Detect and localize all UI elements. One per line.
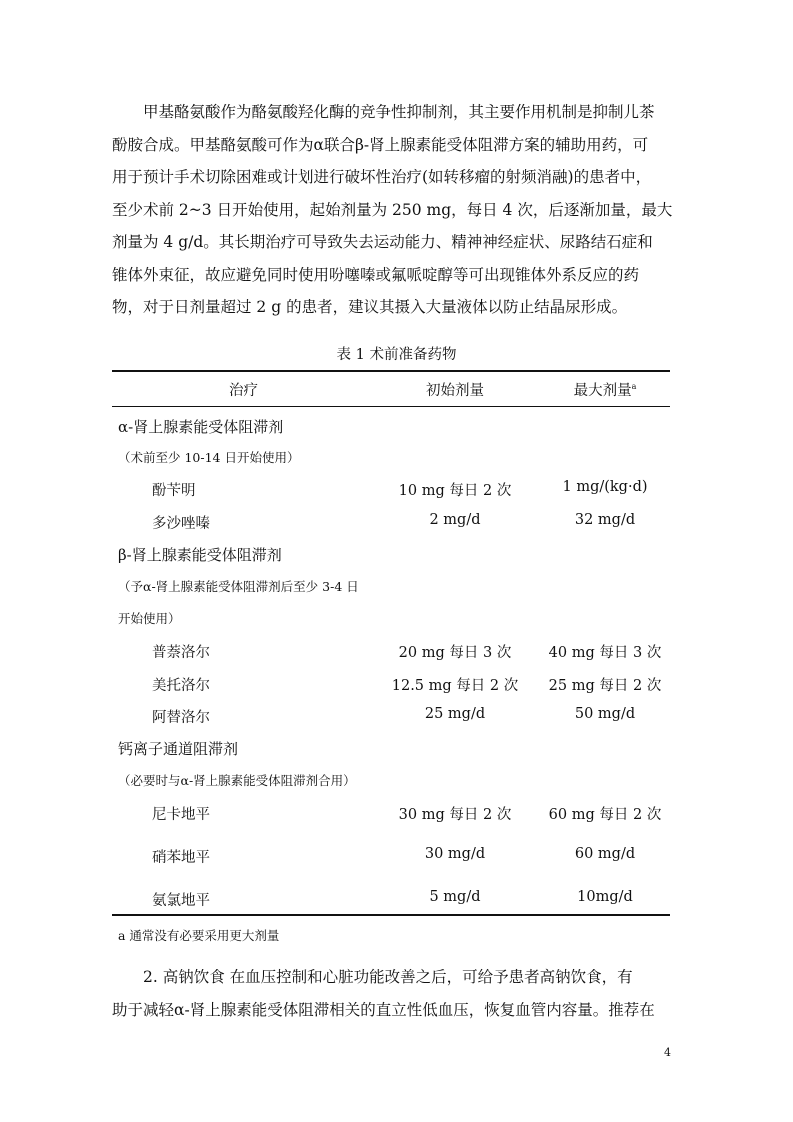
paragraph-line: 物，对于日剂量超过 2 g 的患者，建议其摄入大量液体以防止结晶尿形成。 xyxy=(112,298,628,316)
table-row-initial-dose: 10 mg 每日 2 次 xyxy=(398,483,512,499)
table-row-max-dose: 40 mg 每日 3 次 xyxy=(548,645,662,661)
category-note: （必要时与α-肾上腺素能受体阻滞剂合用） xyxy=(118,773,356,788)
table-row-initial-dose: 25 mg/d xyxy=(424,706,486,722)
header-max-dose-label: 最大剂量 xyxy=(573,383,632,399)
body-paragraph-2 xyxy=(112,961,672,1026)
table-row-initial-dose: 30 mg/d xyxy=(424,846,486,862)
body-paragraph-1 xyxy=(112,96,672,324)
category-note: 开始使用） xyxy=(118,611,181,626)
paragraph-line: 锥体外束征，故应避免同时使用吩噻嗪或氟哌啶醇等可出现锥体外系反应的药 xyxy=(112,265,640,284)
paragraph-line: 甲基酪氨酸作为酪氨酸羟化酶的竞争性抑制剂，其主要作用机制是抑制儿茶 xyxy=(143,103,655,121)
category-note: （术前至少 10-14 日开始使用） xyxy=(118,450,300,465)
table-header-rule xyxy=(112,406,670,407)
header-initial-dose: 初始剂量 xyxy=(426,383,484,399)
header-treatment: 治疗 xyxy=(229,383,258,399)
category-note: （予α-肾上腺素能受体阻滞剂后至少 3-4 日 xyxy=(118,579,359,594)
category-alpha-blockers: α-肾上腺素能受体阻滞剂 xyxy=(118,418,284,436)
table-row-drug: 氨氯地平 xyxy=(152,893,210,909)
table-row-initial-dose: 2 mg/d xyxy=(429,512,481,528)
paragraph-line: 至少术前 2~3 日开始使用，起始剂量为 250 mg，每日 4 次，后逐渐加量，最大 xyxy=(112,200,673,219)
table-row-max-dose: 50 mg/d xyxy=(574,706,636,722)
paragraph-line: 2. 高钠饮食 在血压控制和心脏功能改善之后，可给予患者高钠饮食，有 xyxy=(143,968,633,986)
table-bottom-rule xyxy=(112,914,670,916)
paragraph-line: 酚胺合成。甲基酪氨酸可作为α联合β-肾上腺素能受体阻滞方案的辅助用药，可 xyxy=(112,135,649,154)
header-max-dose xyxy=(530,379,680,400)
header-max-dose-footnote-mark: a xyxy=(631,382,637,392)
table-row-max-dose: 32 mg/d xyxy=(574,512,636,528)
table-row-initial-dose: 30 mg 每日 2 次 xyxy=(398,807,512,823)
paragraph-line: 用于预计手术切除困难或计划进行破坏性治疗(如转移瘤的射频消融)的患者中， xyxy=(112,168,652,186)
table-footnote: a 通常没有必要采用更大剂量 xyxy=(118,928,280,943)
table-row-drug: 硝苯地平 xyxy=(152,850,210,866)
table-row-max-dose: 60 mg 每日 2 次 xyxy=(548,807,662,823)
page-number: 4 xyxy=(664,1046,671,1059)
category-calcium-channel-blockers: 钙离子通道阻滞剂 xyxy=(118,740,239,758)
table-row-max-dose: 1 mg/(kg·d) xyxy=(562,479,648,495)
table-row-initial-dose: 5 mg/d xyxy=(429,889,481,905)
table-row-drug: 酚苄明 xyxy=(152,483,196,499)
category-beta-blockers: β-肾上腺素能受体阻滞剂 xyxy=(118,546,282,564)
table-row-drug: 阿替洛尔 xyxy=(152,710,210,726)
paragraph-line: 剂量为 4 g/d。其长期治疗可导致失去运动能力、精神神经症状、尿路结石症和 xyxy=(112,233,653,251)
table-row-drug: 尼卡地平 xyxy=(152,807,210,823)
table-row-drug: 多沙唑嗪 xyxy=(152,516,210,532)
table-row-max-dose: 10mg/d xyxy=(577,889,633,905)
table-row-initial-dose: 12.5 mg 每日 2 次 xyxy=(391,678,519,694)
table-row-max-dose: 25 mg 每日 2 次 xyxy=(548,678,662,694)
table-top-rule xyxy=(112,370,670,372)
table-row-max-dose: 60 mg/d xyxy=(574,846,636,862)
table-caption: 表 1 术前准备药物 xyxy=(336,347,457,363)
table-row-drug: 美托洛尔 xyxy=(152,678,210,694)
paragraph-line: 助于减轻α-肾上腺素能受体阻滞相关的直立性低血压，恢复血管内容量。推荐在 xyxy=(112,1000,655,1019)
table-row-initial-dose: 20 mg 每日 3 次 xyxy=(398,645,512,661)
table-row-drug: 普萘洛尔 xyxy=(152,645,210,661)
